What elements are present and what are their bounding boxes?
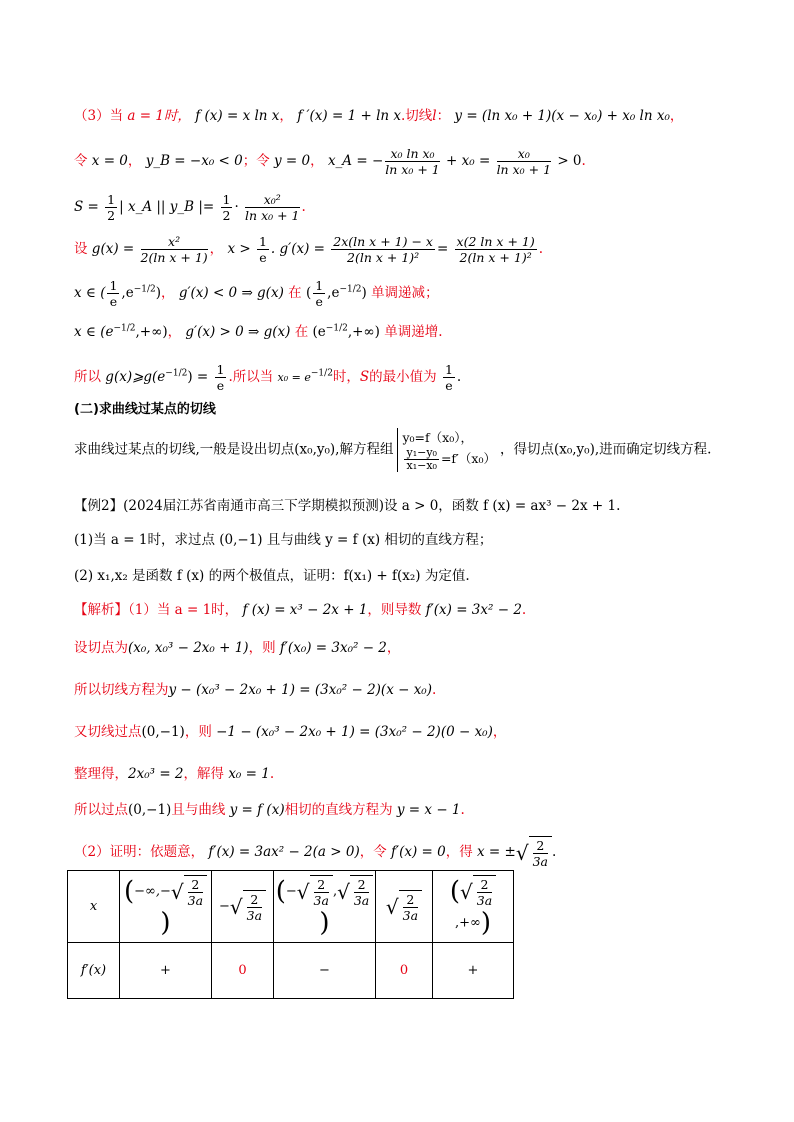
- table-row: [68, 943, 514, 999]
- sqrt: √ $\frac{2}{3a}$: [516, 836, 552, 869]
- math: (e: [312, 324, 326, 340]
- row-head-fprime: f′(x): [68, 943, 120, 999]
- text: ，: [386, 640, 401, 656]
- fraction: [245, 192, 299, 223]
- math: f′(x₀) = 3x₀² − 2: [279, 640, 387, 656]
- math: ): [155, 285, 162, 301]
- denominator: 2(ln x + 1)²: [459, 250, 532, 265]
- numerator: 1: [315, 278, 324, 293]
- math: g′(x) > 0 ⇒ g(x): [185, 324, 291, 340]
- text: ，: [161, 285, 175, 301]
- math: f′(x) = 0: [391, 844, 446, 860]
- solution-line3: [74, 680, 436, 700]
- part3-line7: [74, 362, 461, 393]
- math: y − (x₀³ − 2x₀ + 1) = (3x₀² − 2)(x − x₀): [168, 682, 432, 698]
- math: =: [436, 241, 449, 257]
- text: .所以当: [228, 369, 274, 385]
- text: (2024届江苏省南通市高三下学期模拟预测): [123, 498, 384, 514]
- exponent: −1/2: [310, 368, 333, 379]
- solution-line2: [74, 638, 400, 658]
- method-text: [74, 428, 711, 472]
- fraction: [385, 146, 439, 177]
- text: a = 1时，: [127, 108, 191, 124]
- section-heading: (二)求曲线过某点的切线: [74, 402, 216, 417]
- numerator: 2: [354, 877, 369, 893]
- sign-cell: 0: [376, 943, 433, 999]
- numerator: 1: [258, 234, 267, 249]
- part3-line3: [74, 192, 306, 223]
- text: =f′（x₀）: [440, 451, 496, 466]
- solution-line7: [74, 836, 556, 869]
- solution-line6: [74, 800, 465, 820]
- math: −: [218, 899, 230, 914]
- numerator: 1: [107, 192, 116, 207]
- math: (: [305, 285, 312, 301]
- numerator: 2x(ln x + 1) − x: [333, 234, 433, 249]
- part3-line4: [74, 234, 543, 265]
- example2-q1: (1)当 a = 1时，求过点 (0,−1) 且与曲线 y = f (x) 相切的直线方程；: [74, 532, 493, 548]
- text: ，解得: [183, 766, 225, 782]
- sqrt: √ $\frac{2}{3a}$: [297, 875, 333, 908]
- text: ：: [436, 108, 451, 124]
- text: 单调递减: [371, 285, 426, 301]
- numerator: 1: [444, 362, 453, 377]
- sign-cell: +: [120, 943, 212, 999]
- numerator: 2: [533, 838, 548, 854]
- sign-cell: −: [274, 943, 376, 999]
- math: x₀ = e: [277, 371, 311, 384]
- math: ) =: [187, 369, 209, 385]
- denominator: 3a: [402, 908, 419, 923]
- denominator: 3a: [187, 893, 204, 908]
- denominator: 3a: [246, 908, 263, 923]
- exponent: −1/2: [113, 323, 136, 334]
- fraction: [497, 146, 551, 177]
- system-eq-1: y₀=f（x₀），: [402, 430, 473, 445]
- text: 又切线过点: [74, 724, 142, 740]
- fraction: [404, 447, 438, 472]
- math: −∞,−: [134, 884, 171, 899]
- fraction: [215, 362, 227, 393]
- text: 设切点为: [74, 640, 128, 656]
- math: > 0: [557, 153, 582, 169]
- math: ,e: [327, 285, 340, 301]
- math: y = x − 1: [396, 802, 461, 818]
- text: 所以切线方程为: [74, 682, 169, 698]
- part3-line5: [74, 278, 439, 309]
- text: 在: [294, 324, 309, 340]
- numerator: 2: [403, 892, 418, 908]
- sqrt: √ $\frac{2}{3a}$: [337, 875, 373, 908]
- sign-cell: +: [433, 943, 514, 999]
- point-1: [212, 871, 274, 943]
- text: ，得: [445, 844, 473, 860]
- fraction: [313, 278, 325, 309]
- fraction: [455, 234, 537, 265]
- numerator: x(2 ln x + 1): [456, 234, 535, 249]
- text: ，: [209, 241, 224, 257]
- math: f′(x) = 3x² − 2: [425, 602, 522, 618]
- numerator: y₁−y₀: [406, 446, 437, 459]
- math: g(x) =: [91, 241, 135, 257]
- math: g′(x) < 0 ⇒ g(x): [178, 285, 284, 301]
- math: x = ±: [477, 844, 516, 860]
- denominator: e: [109, 294, 118, 309]
- text: .: [301, 199, 306, 215]
- math: . g′(x) =: [270, 241, 325, 257]
- math: −1 − (x₀³ − 2x₀ + 1) = (3x₀² − 2)(0 − x₀): [216, 724, 493, 740]
- text: ；令: [242, 153, 270, 169]
- exponent: −1/2: [165, 368, 188, 379]
- math: ,+∞): [347, 324, 380, 340]
- text: （1）当 a = 1时，: [128, 602, 239, 618]
- denominator: e: [445, 378, 453, 393]
- text: .: [552, 844, 557, 860]
- text: .: [269, 766, 275, 782]
- denominator: 2(ln x + 1)²: [347, 250, 420, 265]
- text: ，得切点(x₀,y₀),进而确定切线方程.: [499, 441, 712, 458]
- denominator: e: [315, 294, 323, 309]
- math: y = f (x): [229, 802, 285, 818]
- text: （2）证明：依题意，: [74, 844, 205, 860]
- text: （3）当: [74, 108, 124, 124]
- math: y = 0: [274, 153, 311, 169]
- math: (0,−1): [128, 802, 172, 818]
- numerator: x₀ ln x₀: [385, 146, 439, 162]
- sqrt: √ $\frac{2}{3a}$: [230, 890, 266, 923]
- system-eq-2: [402, 447, 495, 472]
- text: 设 a > 0，函数 f (x) = ax³ − 2x + 1.: [383, 498, 621, 514]
- math: S =: [74, 199, 99, 215]
- part3-line2: [74, 146, 586, 177]
- denominator: ln x₀ + 1: [385, 162, 440, 177]
- interval-1: (−∞,−√ $\frac{2}{3a}$ ): [120, 871, 212, 943]
- math: ·: [234, 199, 239, 215]
- numerator: 2: [188, 877, 203, 893]
- text: 所以过点: [74, 802, 128, 818]
- text: ，: [127, 153, 142, 169]
- fraction: [443, 362, 455, 393]
- text: 且与曲线: [171, 802, 226, 818]
- math: f (x) = x³ − 2x + 1: [242, 602, 368, 618]
- math: f′(x) = 3ax² − 2(a > 0): [208, 844, 360, 860]
- text: ，: [669, 108, 684, 124]
- denominator: 2: [107, 208, 116, 223]
- fraction: [141, 234, 208, 265]
- denominator: 3a: [532, 854, 548, 869]
- sign-table: [67, 870, 514, 999]
- text: l: [432, 108, 437, 124]
- text: 相切的直线方程为: [284, 802, 393, 818]
- denominator: 2: [222, 208, 231, 223]
- denominator: e: [216, 378, 225, 393]
- text: S: [359, 369, 370, 385]
- text: ，: [167, 324, 182, 340]
- numerator: 2: [247, 892, 262, 908]
- math: ,: [332, 884, 338, 899]
- fraction: [105, 192, 117, 223]
- part3-line6: [74, 322, 443, 342]
- math: x >: [227, 241, 251, 257]
- text: .: [460, 802, 465, 818]
- exponent: −1/2: [339, 284, 362, 295]
- fraction: [257, 234, 269, 265]
- text: .: [438, 324, 443, 340]
- numerator: 1: [216, 362, 225, 377]
- denominator: e: [259, 250, 267, 265]
- text: .切线: [400, 108, 433, 124]
- sign-cell: 0: [212, 943, 274, 999]
- math: (0,−1): [141, 724, 185, 740]
- denominator: x₁−x₀: [406, 459, 437, 472]
- math: x_A = −: [327, 153, 384, 169]
- fraction: [331, 234, 435, 265]
- part3-line1: [74, 106, 683, 126]
- fraction: [533, 838, 548, 869]
- text: 整理得，: [74, 766, 128, 782]
- text: 设: [74, 241, 88, 257]
- math: y = (ln x₀ + 1)(x − x₀) + x₀ ln x₀: [454, 108, 670, 124]
- numerator: 1: [222, 192, 231, 207]
- math: −: [285, 884, 297, 899]
- numerator: x₀: [497, 146, 551, 162]
- point-2: [376, 871, 433, 943]
- text: .: [581, 153, 586, 169]
- row-head-x: x: [68, 871, 120, 943]
- text: ，: [310, 153, 324, 169]
- math: f (x) = x ln x: [195, 108, 280, 124]
- text: ，则: [248, 640, 276, 656]
- denominator: 3a: [313, 893, 329, 908]
- math: | x_A || y_B |=: [119, 199, 215, 215]
- text: 【例2】: [74, 498, 124, 514]
- sqrt: √ $\frac{2}{3a}$: [386, 890, 422, 923]
- math: x₀ = 1: [228, 766, 270, 782]
- denominator: 3a: [353, 893, 370, 908]
- numerator: 2: [314, 877, 329, 893]
- example2-q2: (2) x₁,x₂ 是函数 f (x) 的两个极值点，证明：f(x₁) + f(x₂) 为定值.: [74, 568, 470, 584]
- math: + x₀ =: [446, 153, 491, 169]
- text: 的最小值为: [369, 369, 437, 385]
- math: f ′(x) = 1 + ln x: [297, 108, 401, 124]
- sqrt: √ $\frac{2}{3a}$: [171, 875, 207, 908]
- text: 在: [288, 285, 302, 301]
- text: 所以: [74, 369, 101, 385]
- text: 【解析】: [74, 602, 128, 618]
- text: .: [456, 369, 462, 385]
- text: ，: [279, 108, 293, 124]
- solution-line1: [74, 600, 526, 620]
- text: 时，: [332, 369, 360, 385]
- equation-system: [397, 428, 495, 472]
- denominator: 3a: [476, 893, 493, 908]
- math: ,+∞): [135, 324, 168, 340]
- math: ,e: [121, 285, 134, 301]
- exponent: −1/2: [325, 323, 348, 334]
- interval-3: (√ $\frac{2}{3a}$ ,+∞): [433, 871, 514, 943]
- math: g(x)⩾g(e: [105, 369, 166, 385]
- denominator: 2(ln x + 1): [140, 250, 208, 265]
- fraction: [221, 192, 233, 223]
- example2-stem: [74, 496, 620, 516]
- text: ，则: [184, 724, 212, 740]
- denominator: ln x₀ + 1: [496, 162, 552, 177]
- text: 令: [74, 153, 88, 169]
- math: (x₀, x₀³ − 2x₀ + 1): [128, 640, 249, 656]
- numerator: 1: [109, 278, 118, 293]
- math: ): [361, 285, 367, 301]
- math: ,+∞: [454, 915, 481, 931]
- solution-line4: [74, 722, 506, 742]
- text: ；: [425, 285, 439, 301]
- math: y_B = −x₀ < 0: [145, 153, 243, 169]
- numerator: x₀²: [245, 192, 299, 208]
- interval-2: (−√ $\frac{2}{3a}$ ,√ $\frac{2}{3a}$ ): [274, 871, 376, 943]
- table-row: [68, 871, 514, 943]
- fraction: [107, 278, 119, 309]
- text: .: [521, 602, 527, 618]
- text: 单调递增: [384, 324, 439, 340]
- text: ，: [492, 724, 507, 740]
- solution-line5: [74, 764, 274, 784]
- math: x ∈ (e: [74, 324, 114, 340]
- math: 2x₀³ = 2: [128, 766, 184, 782]
- math: x ∈ (: [74, 285, 106, 301]
- text: ，令: [359, 844, 387, 860]
- text: .: [538, 241, 544, 257]
- text: 求曲线过某点的切线,一般是设出切点(x₀,y₀),解方程组: [74, 441, 394, 458]
- denominator: ln x₀ + 1: [245, 208, 300, 223]
- sqrt: √ $\frac{2}{3a}$: [460, 875, 496, 908]
- numerator: x²: [141, 234, 208, 250]
- exponent: −1/2: [133, 284, 156, 295]
- text: .: [432, 682, 437, 698]
- text: ，则导数: [367, 602, 422, 618]
- numerator: 2: [477, 877, 492, 893]
- math: x = 0: [91, 153, 128, 169]
